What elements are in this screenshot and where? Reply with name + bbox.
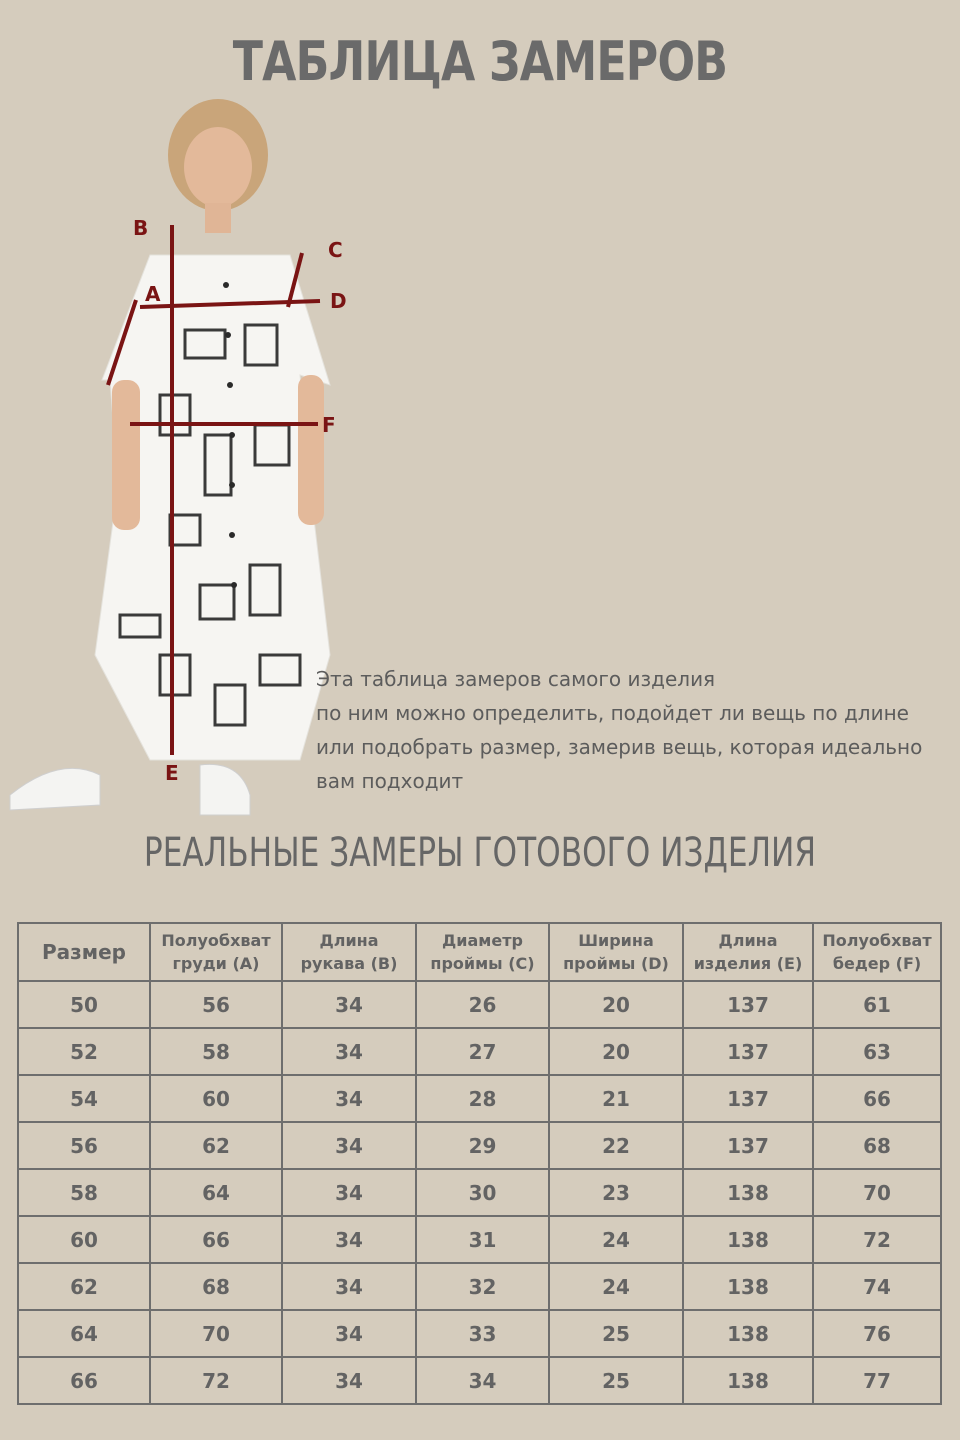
cell-armhole-width: 20 (549, 981, 683, 1028)
cell-size: 56 (18, 1122, 150, 1169)
model-photo (0, 95, 360, 825)
size-table (17, 922, 942, 1405)
cell-armhole-diameter: 30 (416, 1169, 549, 1216)
cell-size: 50 (18, 981, 150, 1028)
cell-armhole-diameter: 34 (416, 1357, 549, 1404)
cell-sleeve: 34 (282, 1310, 416, 1357)
cell-size: 64 (18, 1310, 150, 1357)
label-a: A (145, 282, 161, 306)
cell-sleeve: 34 (282, 1216, 416, 1263)
cell-size: 62 (18, 1263, 150, 1310)
cell-armhole-width: 25 (549, 1310, 683, 1357)
header-sleeve: Длина рукава (B) (282, 923, 416, 981)
description-note (316, 662, 956, 798)
cell-chest: 68 (150, 1263, 282, 1310)
label-b: B (133, 216, 149, 240)
header-length: Длина изделия (E) (683, 923, 813, 981)
cell-armhole-diameter: 27 (416, 1028, 549, 1075)
cell-hips: 66 (813, 1075, 941, 1122)
cell-armhole-width: 20 (549, 1028, 683, 1075)
cell-size: 58 (18, 1169, 150, 1216)
cell-armhole-diameter: 31 (416, 1216, 549, 1263)
note-line: или подобрать размер, замерив вещь, которая идеально (316, 735, 923, 759)
table-row (18, 981, 941, 1028)
cell-armhole-width: 24 (549, 1263, 683, 1310)
header-armhole-width: Ширина проймы (D) (549, 923, 683, 981)
cell-sleeve: 34 (282, 1122, 416, 1169)
cell-length: 137 (683, 1028, 813, 1075)
cell-length: 138 (683, 1169, 813, 1216)
model-left-arm (112, 380, 140, 530)
note-line: вам подходит (316, 769, 464, 793)
cell-armhole-width: 21 (549, 1075, 683, 1122)
cell-length: 137 (683, 1075, 813, 1122)
label-f: F (322, 413, 336, 437)
cell-sleeve: 34 (282, 1028, 416, 1075)
cell-chest: 60 (150, 1075, 282, 1122)
measurement-diagram (0, 95, 360, 825)
table-row (18, 1310, 941, 1357)
left-shoe (10, 768, 100, 810)
cell-chest: 62 (150, 1122, 282, 1169)
model-face (184, 127, 252, 207)
model-neck (205, 203, 231, 233)
cell-armhole-width: 23 (549, 1169, 683, 1216)
label-c: C (328, 238, 343, 262)
right-shoe (200, 764, 250, 815)
cell-length: 137 (683, 1122, 813, 1169)
cell-armhole-width: 24 (549, 1216, 683, 1263)
page-title: ТАБЛИЦА ЗАМЕРОВ (232, 30, 728, 93)
cell-armhole-diameter: 26 (416, 981, 549, 1028)
cell-hips: 74 (813, 1263, 941, 1310)
cell-sleeve: 34 (282, 981, 416, 1028)
table-row (18, 1028, 941, 1075)
table-row (18, 1357, 941, 1404)
cell-hips: 77 (813, 1357, 941, 1404)
cell-sleeve: 34 (282, 1357, 416, 1404)
cell-sleeve: 34 (282, 1169, 416, 1216)
cell-size: 60 (18, 1216, 150, 1263)
table-row (18, 1169, 941, 1216)
cell-size: 66 (18, 1357, 150, 1404)
cell-length: 138 (683, 1310, 813, 1357)
table-row (18, 1075, 941, 1122)
cell-length: 138 (683, 1357, 813, 1404)
header-chest: Полуобхват груди (A) (150, 923, 282, 981)
cell-armhole-width: 25 (549, 1357, 683, 1404)
cell-length: 138 (683, 1216, 813, 1263)
header-hips: Полуобхват бедер (F) (813, 923, 941, 981)
table-subtitle: РЕАЛЬНЫЕ ЗАМЕРЫ ГОТОВОГО ИЗДЕЛИЯ (143, 830, 817, 876)
cell-armhole-diameter: 29 (416, 1122, 549, 1169)
label-d: D (330, 289, 347, 313)
cell-chest: 56 (150, 981, 282, 1028)
cell-sleeve: 34 (282, 1075, 416, 1122)
cell-hips: 63 (813, 1028, 941, 1075)
cell-length: 137 (683, 981, 813, 1028)
cell-hips: 70 (813, 1169, 941, 1216)
cell-size: 52 (18, 1028, 150, 1075)
cell-hips: 68 (813, 1122, 941, 1169)
note-line: по ним можно определить, подойдет ли вещь по длине (316, 701, 909, 725)
cell-hips: 61 (813, 981, 941, 1028)
table-header-row (18, 923, 941, 981)
cell-armhole-width: 22 (549, 1122, 683, 1169)
cell-chest: 58 (150, 1028, 282, 1075)
header-size: Размер (18, 923, 150, 981)
cell-armhole-diameter: 32 (416, 1263, 549, 1310)
table-row (18, 1263, 941, 1310)
cell-sleeve: 34 (282, 1263, 416, 1310)
note-line: Эта таблица замеров самого изделия (316, 667, 716, 691)
cell-armhole-diameter: 28 (416, 1075, 549, 1122)
cell-size: 54 (18, 1075, 150, 1122)
cell-length: 138 (683, 1263, 813, 1310)
cell-hips: 76 (813, 1310, 941, 1357)
cell-chest: 72 (150, 1357, 282, 1404)
label-e: E (165, 761, 179, 785)
cell-chest: 64 (150, 1169, 282, 1216)
header-armhole-diameter: Диаметр проймы (C) (416, 923, 549, 981)
cell-chest: 66 (150, 1216, 282, 1263)
table-row (18, 1216, 941, 1263)
cell-hips: 72 (813, 1216, 941, 1263)
model-right-arm (298, 375, 324, 525)
cell-armhole-diameter: 33 (416, 1310, 549, 1357)
cell-chest: 70 (150, 1310, 282, 1357)
table-row (18, 1122, 941, 1169)
